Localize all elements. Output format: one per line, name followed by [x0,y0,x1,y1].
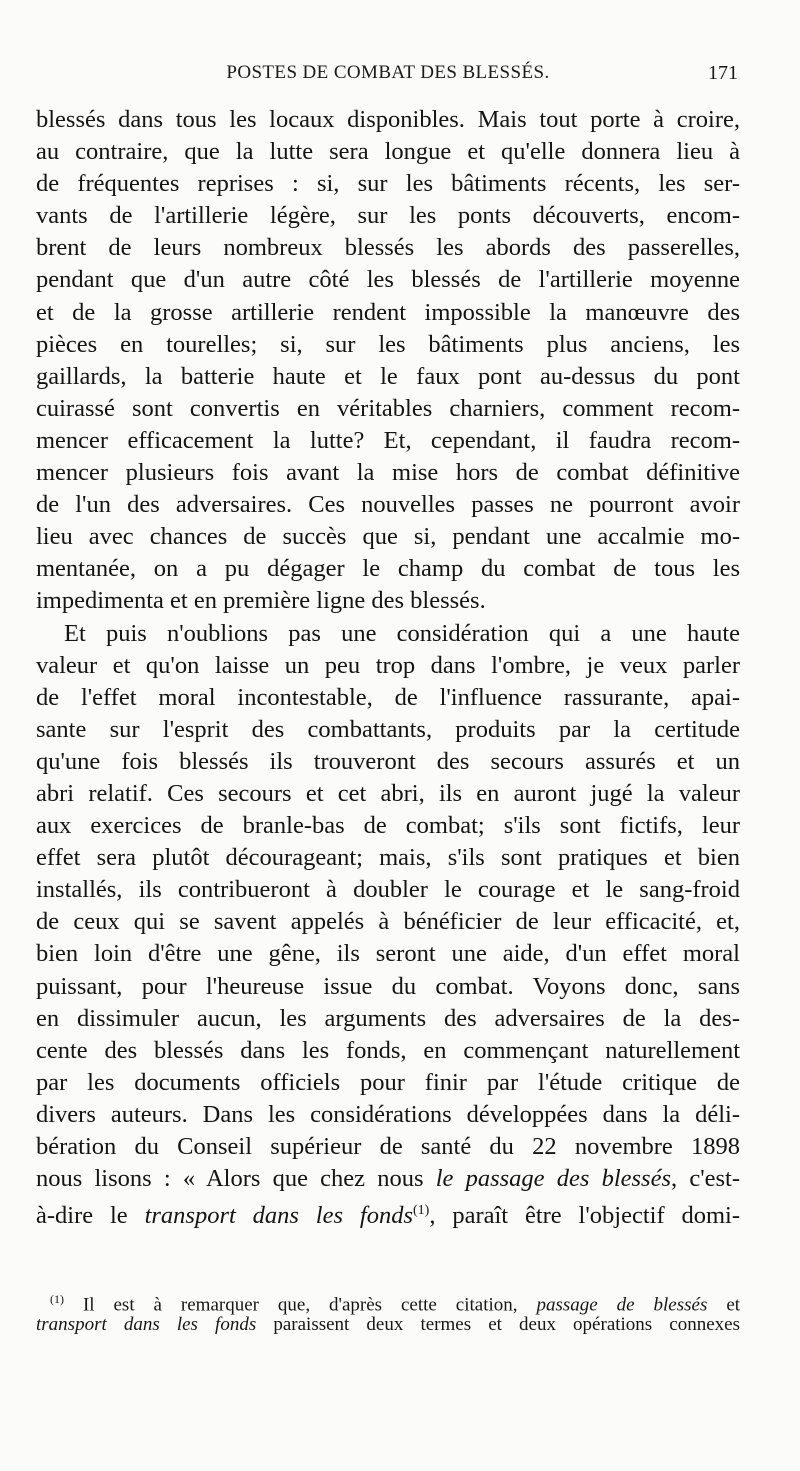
footnote-italic: transport dans les fonds [36,1314,257,1335]
text-line-with-italic [36,1195,741,1230]
text-line-with-italic [36,1163,740,1195]
text-line: valeur et qu'on laisse un peu trop dans l'ombre, je veux parler [36,651,740,679]
text-line: cente des blessés dans les fonds, en commençant naturellement [36,1036,740,1064]
text-line: au contraire, que la lutte sera longue et qu'elle donnera lieu à [36,138,740,166]
text-line: de l'effet moral incontestable, de l'influence rassurante, apai- [36,683,740,711]
text-line: effet sera plutôt décourageant; mais, s'ils sont pratiques et bien [36,844,740,872]
text-line: blessés dans tous les locaux disponibles. Mais tout porte à croire, [36,106,740,133]
text-line: de l'un des adversaires. Ces nouvelles passes ne pourront avoir [36,491,740,519]
text-line: divers auteurs. Dans les considérations développées dans la déli- [36,1100,740,1128]
footnote-italic: passage de blessés [536,1294,708,1316]
text-line: pendant que d'un autre côté les blessés de l'artillerie moyenne [36,266,740,294]
footnote-line [36,1286,741,1316]
line-end: , c'est- [671,1165,740,1193]
footnote-text: Il est à remarquer que, d'après cette citation, [82,1294,518,1316]
text-line: abri relatif. Ces secours et cet abri, ils en auront jugé la valeur [36,779,740,807]
text-line: bération du Conseil supérieur de santé du 22 novembre 1898 [36,1133,740,1160]
text-line: qu'une fois blessés ils trouveront des secours assurés et un [36,747,740,775]
text-line: puissant, pour l'heureuse issue du combat. Voyons donc, sans [36,972,740,1000]
running-title: POSTES DE COMBAT DES BLESSÉS. [226,62,550,83]
text-line: gaillards, la batterie haute et le faux pont au-dessus du pont [36,362,740,390]
footnote [36,1286,740,1338]
footnote-text-end: et [726,1294,741,1316]
text-line: mentanée, on a pu dégager le champ du combat de tous les [36,555,740,583]
text-line: de fréquentes reprises : si, sur les bâtiments récents, les ser- [36,170,740,198]
footnote-line [36,1312,740,1338]
footnote-text: paraissent deux termes et deux opérations connexes [273,1314,740,1335]
text-line: en dissimuler aucun, les arguments des adversaires de la des- [36,1004,740,1032]
text-line: pièces en tourelles; si, sur les bâtiments plus anciens, les [36,330,740,358]
body-text [36,104,741,1230]
footnote-marker: (1) [50,1292,64,1306]
line-end: , paraît être l'objectif domi- [429,1202,741,1230]
text-line: mencer efficacement la lutte? Et, cependant, il faudra recom- [36,426,740,454]
text-line: installés, ils contribueront à doubler le courage et le sang-froid [36,876,740,904]
italic-phrase: transport dans les fonds [144,1202,413,1230]
page-number: 171 [708,62,738,84]
text-line: brent de leurs nombreux blessés les abords des passerelles, [36,234,740,262]
italic-phrase: le passage des blessés [435,1165,671,1193]
footnote-reference: (1) [413,1203,430,1219]
text-line: lieu avec chances de succès que si, pendant une accalmie mo- [36,523,740,551]
text-line: vants de l'artillerie légère, sur les ponts découverts, encom- [36,202,740,230]
text-line: et de la grosse artillerie rendent impossible la manœuvre des [36,298,740,326]
text-line: aux exercices de branle-bas de combat; s'ils sont fictifs, leur [36,812,740,840]
paragraph-end-line: impedimenta et en première ligne des blessés. [36,587,486,615]
page-header [38,62,738,92]
text-line: cuirassé sont convertis en véritables charniers, comment recom- [36,394,740,422]
text-line: de ceux qui se savent appelés à bénéficier de leur efficacité, et, [36,908,740,936]
text-line: mencer plusieurs fois avant la mise hors de combat définitive [36,459,740,487]
line-start: à-dire le [36,1202,128,1230]
text-line: bien loin d'être une gêne, ils seront une aide, d'un effet moral [36,940,740,968]
text-line: par les documents officiels pour finir par l'étude critique de [36,1068,740,1096]
text-line: sante sur l'esprit des combattants, produits par la certitude [36,715,740,743]
paragraph-start-line: Et puis n'oublions pas une considération qui a une haute [64,619,740,647]
line-start: nous lisons : « Alors que chez nous [36,1165,424,1193]
